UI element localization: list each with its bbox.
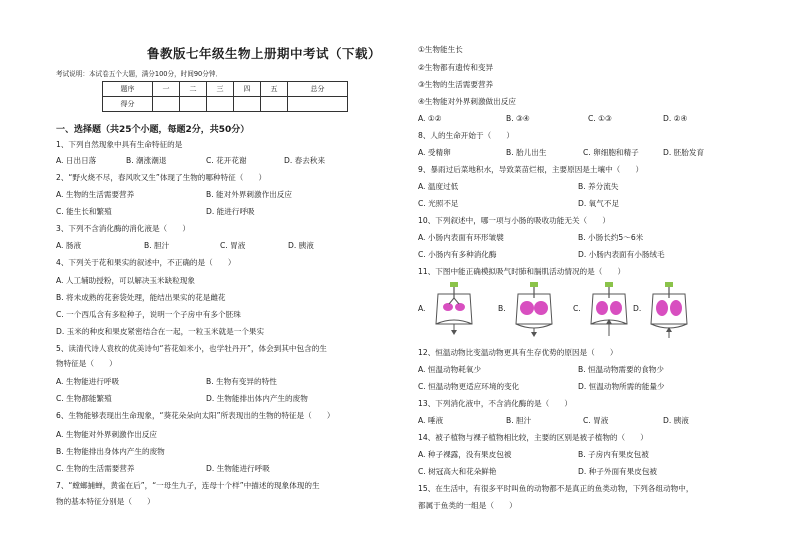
option: C. 恒温动物更适应环境的变化 [418,382,520,391]
option: C. 能生长和繁殖 [56,207,112,216]
option: A. 日出日落 [56,156,97,165]
option: D. 生物能排出体内产生的废物 [206,394,308,403]
question-text: 8、人的生命开始于（ ） [418,131,514,140]
question-text: 都属于鱼类的一组是（ ） [418,501,517,510]
score-cell: 题序 [103,82,153,97]
option: D. 春去秋来 [284,156,326,165]
figure-label: C. [573,304,581,313]
option: B. 子房内有果皮包被 [578,450,649,459]
option: A. 唾液 [418,416,444,425]
lung-model-b-icon [508,280,568,340]
option: C. 胃液 [220,241,246,250]
option: A. 恒温动物耗氧少 [418,365,482,374]
score-cell: 四 [234,82,261,97]
option: C. 生物的生活需要营养 [56,464,135,473]
question-text: 2、“野火烧不尽，春风吹又生”体现了生物的哪种特征（ ） [56,173,267,182]
option: A. ①② [418,114,442,123]
option: B. 生物能排出身体内产生的废物 [56,447,165,456]
option: B. ③④ [506,114,530,123]
option: A. 肠液 [56,241,82,250]
question-text: 9、暴雨过后菜地积水，导致菜苗烂根，主要原因是土壤中（ ） [418,165,644,174]
question-text: 6、生物能够表现出生命现象，“葵花朵朵向太阳”所表现出的生物的特征是（ ） [56,411,335,420]
option: B. 小肠长约5～6米 [578,233,644,242]
option: D. 小肠内表面有小肠绒毛 [578,250,665,259]
option: C. 光照不足 [418,199,459,208]
option: C. 胃液 [583,416,609,425]
section-heading: 一、选择题（共25个小题，每题2分，共50分） [56,125,250,135]
score-cell: 二 [180,82,207,97]
option: B. 养分流失 [578,182,619,191]
option: D. 种子外面有果皮包被 [578,467,658,476]
question-text: 3、下列不含消化酶的消化液是（ ） [56,224,190,233]
score-input-cell [207,97,234,112]
statement: ④生物能对外界刺激做出反应 [418,97,516,106]
score-cell: 总分 [288,82,348,97]
option: A. 生物能进行呼吸 [56,377,120,386]
figure-a [418,280,478,340]
option: D. 胰液 [663,416,689,425]
score-table-header-row [103,82,348,97]
score-input-cell [153,97,180,112]
figure-label: A. [418,304,426,313]
lung-model-d-icon [643,280,703,340]
page-title: 鲁教版七年级生物上册期中考试（下载） [146,46,381,61]
option: B. 胆汁 [506,416,532,425]
score-cell: 得分 [103,97,153,112]
exam-note: 考试说明：本试卷五个大题，满分100分，时间90分钟． [56,70,223,78]
option: D. 胚胎发育 [663,148,705,157]
question-text: 物特征是（ ） [56,359,117,368]
option: C. 小肠内有多种消化酶 [418,250,497,259]
option: B. 胎儿出生 [506,148,547,157]
statement: ③生物的生活需要营养 [418,80,494,89]
question-text: 物的基本特征分别是（ ） [56,497,155,506]
score-input-cell [234,97,261,112]
option: B. 将未成熟的花套袋处理，能结出果实的花是雌花 [56,293,226,302]
option: B. 能对外界刺激作出反应 [206,190,292,199]
option: C. 花开花谢 [206,156,247,165]
question-text: 10、下列叙述中，哪一项与小肠的吸收功能无关（ ） [418,216,610,225]
question-text: 1、下列自然现象中具有生命特征的是 [56,140,183,149]
option: C. 生物都能繁殖 [56,394,112,403]
question-text: 14、被子植物与裸子植物相比较，主要的区别是被子植物的（ ） [418,433,648,442]
option: D. 胰液 [288,241,314,250]
option: B. 恒温动物需要的食物少 [578,365,664,374]
option: D. 玉米的种皮和果皮紧密结合在一起，一粒玉米就是一个果实 [56,327,265,336]
question-text: 12、恒温动物比变温动物更具有生存优势的原因是（ ） [418,348,618,357]
lung-model-figures [418,280,748,340]
question-text: 4、下列关于花和果实的叙述中，不正确的是（ ） [56,258,236,267]
question-text: 15、在生活中，有很多平时叫鱼的动物都不是真正的鱼类动物，下列各组动物中， [418,484,694,493]
figure-b [498,280,558,340]
figure-label: B. [498,304,506,313]
option: A. 人工辅助授粉，可以解决玉米缺粒现象 [56,276,195,285]
option: C. 卵细胞和精子 [583,148,639,157]
option: B. 潮涨潮退 [126,156,167,165]
option: A. 种子裸露，没有果皮包被 [418,450,512,459]
score-input-cell [288,97,348,112]
score-input-cell [180,97,207,112]
statement: ①生物能生长 [418,45,463,54]
question-text: 11、下图中能正确模拟吸气时肺和膈肌活动情况的是（ ） [418,267,626,276]
question-text: 5、读清代诗人袁枚的优美诗句“苔花如米小，也学牡丹开”，体会到其中包含的生 [56,344,327,353]
option: B. 生物有变异的特性 [206,377,277,386]
option: A. 生物的生活需要营养 [56,190,135,199]
question-text: 7、“螳螂捕蝉，黄雀在后”，“一母生九子，连母十个样”中描述的现象体现的生 [56,481,320,490]
score-input-cell [261,97,288,112]
option: D. ②④ [663,114,688,123]
option: D. 生物能进行呼吸 [206,464,270,473]
option: D. 恒温动物所需的能量少 [578,382,665,391]
option: A. 小肠内表面有环形皱襞 [418,233,504,242]
statement: ②生物都有遗传和变异 [418,63,494,72]
figure-label: D. [633,304,642,313]
score-cell: 三 [207,82,234,97]
score-cell: 一 [153,82,180,97]
option: C. 树冠高大和花朵鲜艳 [418,467,497,476]
question-text: 13、下列消化液中，不含消化酶的是（ ） [418,399,572,408]
score-table [102,81,348,112]
option: C. 一个西瓜含有多粒种子，说明一个子房中有多个胚珠 [56,310,241,319]
figure-d [633,280,693,340]
option: A. 生物能对外界刺激作出反应 [56,430,158,439]
score-cell: 五 [261,82,288,97]
option: C. ①③ [588,114,612,123]
score-table-score-row [103,97,348,112]
figure-c [573,280,633,340]
option: A. 受精卵 [418,148,451,157]
option: D. 氧气不足 [578,199,620,208]
option: D. 能进行呼吸 [206,207,255,216]
option: A. 温度过低 [418,182,459,191]
lung-model-a-icon [428,280,488,340]
option: B. 胆汁 [144,241,170,250]
